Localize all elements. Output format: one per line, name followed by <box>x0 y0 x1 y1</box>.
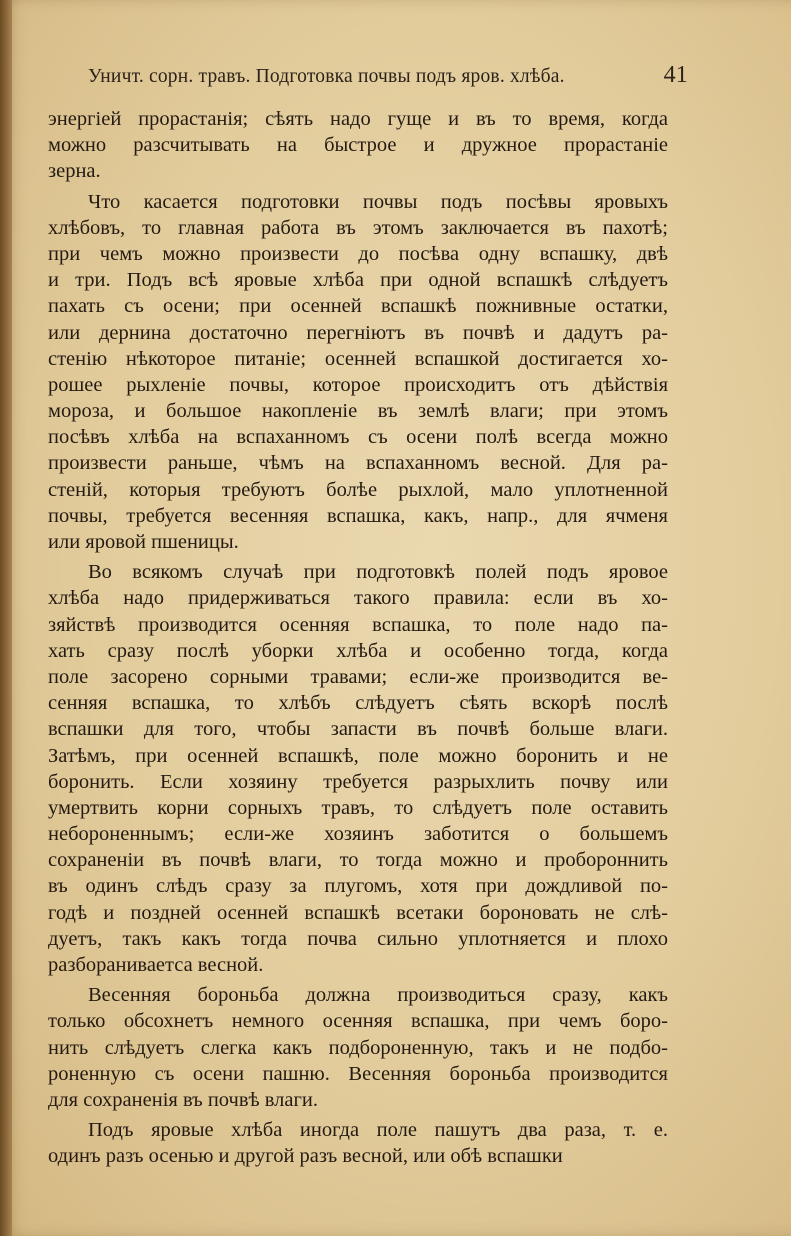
paragraph <box>48 559 668 978</box>
text-line: стенію нѣкоторое питаніе; осенней вспашкой достигается хо- <box>48 347 668 370</box>
text-line: Затѣмъ, при осенней вспашкѣ, поле можно боронить и не <box>48 744 668 767</box>
text-line: годѣ и поздней осенней вспашкѣ всетаки бороновать не слѣ- <box>48 901 668 924</box>
body-text <box>48 106 668 1170</box>
text-line: зяйствѣ производится осенняя вспашка, то поле надо па- <box>48 613 668 636</box>
paragraph <box>48 982 668 1113</box>
text-line: Во всякомъ случаѣ при подготовкѣ полей подъ яровое <box>88 561 668 584</box>
text-line: разбораниваетса весной. <box>48 954 264 976</box>
text-line: роненную съ осени пашню. Весенняя бороньба производится <box>48 1062 668 1085</box>
text-line: мороза, и большое накопленіе въ землѣ влаги; при этомъ <box>48 400 668 423</box>
text-line: Весенняя бороньба должна производиться сразу, какъ <box>88 984 668 1007</box>
text-line: рошее рыхленіе почвы, которое происходитъ отъ дѣйствія <box>48 373 668 396</box>
text-line: посѣвъ хлѣба на вспаханномъ съ осени полѣ всегда можно <box>48 426 668 449</box>
text-line: при чемъ можно произвести до посѣва одну вспашку, двѣ <box>48 242 668 265</box>
text-line: хлѣбовъ, то главная работа въ этомъ заключается въ пахотѣ; <box>48 216 668 239</box>
text-line: для сохраненія въ почвѣ влаги. <box>48 1088 319 1111</box>
text-line: нить слѣдуетъ слегка какъ подбороненную, такъ и не подбо- <box>48 1036 668 1059</box>
text-line: почвы, требуется весенняя вспашка, какъ, напр., для ячменя <box>48 504 668 527</box>
text-line: можно разсчитывать на быстрое и дружное прорастаніе <box>48 134 668 157</box>
text-line: поле засорено сорными травами; если-же производится ве- <box>48 665 668 688</box>
text-line: сенняя вспашка, то хлѣбъ слѣдуетъ сѣять вскорѣ послѣ <box>48 692 668 715</box>
text-line: стеній, которыя требуютъ болѣе рыхлой, мало уплотненной <box>48 478 668 501</box>
text-line: боронить. Если хозяину требуется разрыхлить почву или <box>48 770 668 793</box>
text-line: небороненнымъ; если-же хозяинъ заботится о большемъ <box>48 823 668 846</box>
text-line: или дернина достаточно перегніютъ въ почвѣ и дадутъ ра- <box>48 321 668 344</box>
text-line: произвести раньше, чѣмъ на вспаханномъ весной. Для ра- <box>48 452 668 475</box>
text-line: хлѣба надо придерживаться такого правила: если въ хо- <box>48 587 668 610</box>
page-number: 41 <box>663 62 688 88</box>
text-line: одинъ разъ осенью и другой разъ весной, или обѣ вспашки <box>48 1145 563 1168</box>
paragraph <box>48 106 668 185</box>
text-line: только обсохнетъ немного осенняя вспашка, при чемъ боро- <box>48 1010 668 1033</box>
paragraph <box>48 189 668 556</box>
text-line: Подъ яровые хлѣба иногда поле пашутъ два раза, т. е. <box>88 1119 668 1142</box>
text-line: дуетъ, такъ какъ тогда почва сильно уплотняется и плохо <box>48 927 668 950</box>
text-line: и три. Подъ всѣ яровые хлѣба при одной вспашкѣ слѣдуетъ <box>48 269 668 292</box>
running-head-title: Уничт. сорн. травъ. Подготовка почвы подъ яров. хлѣба. <box>88 66 565 87</box>
text-line: сохраненіи въ почвѣ влаги, то тогда можно и пробороннить <box>48 849 668 872</box>
text-line: умертвить корни сорныхъ травъ, то слѣдуетъ поле оставить <box>48 796 668 819</box>
text-line: Что касается подготовки почвы подъ посѣвы яровыхъ <box>88 190 668 213</box>
text-line: въ одинъ слѣдъ сразу за плугомъ, хотя при дождливой по- <box>48 875 668 898</box>
text-line: хать сразу послѣ уборки хлѣба и особенно тогда, когда <box>48 639 668 662</box>
paragraph <box>48 1117 668 1169</box>
text-line: вспашки для того, чтобы запасти въ почвѣ больше влаги. <box>48 718 668 741</box>
text-line: энергіей прорастанія; сѣять надо гуще и въ то время, когда <box>48 108 668 130</box>
text-line: или яровой пшеницы. <box>48 531 239 553</box>
text-line: зерна. <box>48 160 101 183</box>
text-line: пахать съ осени; при осенней вспашкѣ пожнивные остатки, <box>48 295 668 318</box>
book-spine-shadow <box>0 0 12 1236</box>
running-head <box>48 60 688 96</box>
